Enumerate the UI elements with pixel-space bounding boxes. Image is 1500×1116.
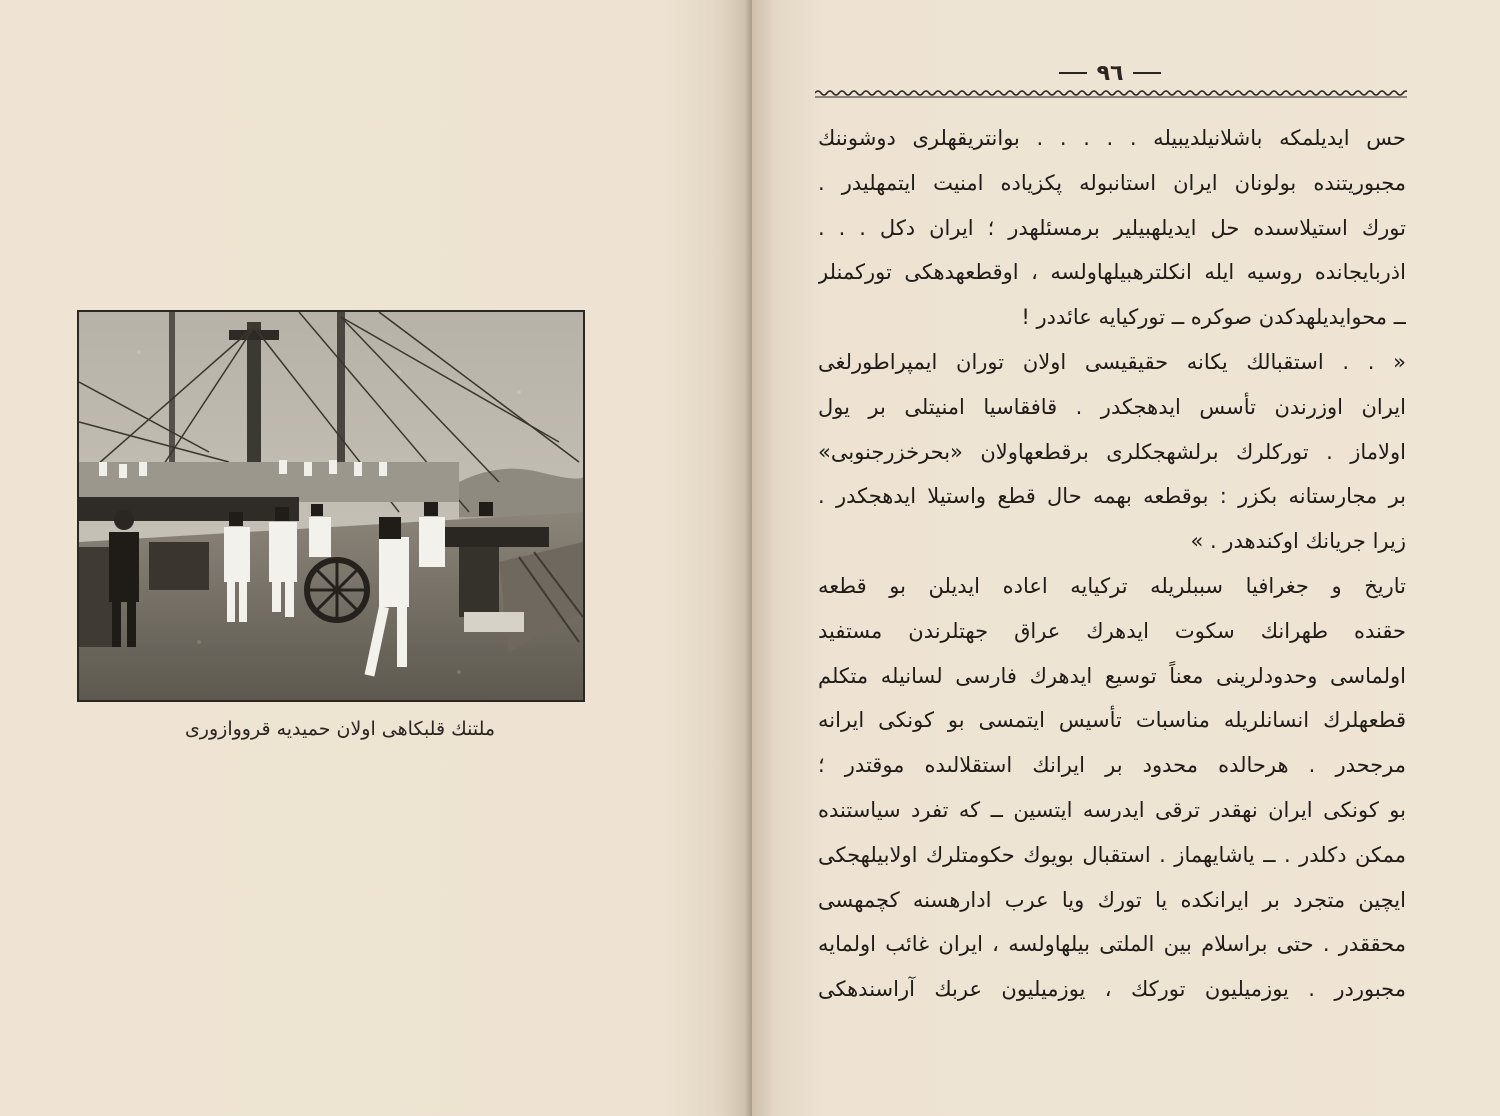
text-line: بر مجارستانه بكزر : بوقطعه بهمه حال قطع واستيلا ايدهجكدر .: [818, 484, 1406, 509]
text-line: تورك استيلاسىده حل ايديلهبيلير برمسئلهدر ؛ ايران دكل . . .: [818, 215, 1406, 240]
text-line: حس ايديلمكه باشلانيلديبيله . . . . . بوانتريقهلرى دوشوننك: [818, 126, 1406, 150]
text-line: بو كونكى ايران نهقدر ترقى ايدرسه ايتسين ــ كه تفرد سياستنده: [818, 797, 1406, 822]
text-line: ايران اوزرندن تأسس ايدهجكدر . قافقاسيا امنيتلى بر يول: [818, 394, 1406, 419]
text-line: زيرا جريانك اوكندهدر . »: [1190, 529, 1406, 554]
ship-deck-photo: [77, 310, 585, 702]
text-line: ايچين متجرد بر ايرانكده يا تورك ويا عرب ادارهسنه كچمهسى: [818, 887, 1406, 912]
text-line: محققدر . حتى براسلام بين الملتى بيلهاولسه ، ايران غائب اولمايه: [818, 932, 1406, 957]
dash-left: [1059, 72, 1087, 74]
text-line: مجبوريتنده بولونان ايران استانبوله پكزياده امنيت ايتمهليدر .: [818, 170, 1406, 195]
wavy-rule: [815, 88, 1407, 98]
text-line: اذربايجانده روسيه ايله انكلترهبيلهاولسه ، اوقطعهدهكى تورکمنلر: [818, 260, 1406, 285]
text-line: حقنده طهرانك سكوت ايدهرك عراق جهتلرندن مستفيد: [818, 618, 1406, 643]
text-line: ــ محوايديلهدكدن صوكره ــ توركيايه عائددر !: [1021, 305, 1406, 330]
page-number-header: [1040, 58, 1180, 88]
text-line: « . . استقبالك يكانه حقيقيسى اولان توران ايمپراطورلغى: [818, 349, 1406, 374]
text-line: مجبوردر . يوزميليون توركك ، يوزميليون عربك آراسندهكى: [818, 977, 1406, 1002]
text-line: قطعهلرك انسانلريله مناسبات تأسيس ايتمسى بو كونكى ايرانه: [818, 708, 1406, 733]
dash-right: [1133, 72, 1161, 74]
text-line: تاريخ و جغرافيا سببلريله تركيايه اعاده ايديلن بو قطعه: [818, 573, 1406, 598]
text-line: اولاماز . توركلرك برلشهجكلرى برقطعهاولان «بحرخزرجنوبى»: [818, 439, 1406, 464]
page-number: ٩٦: [1096, 60, 1124, 86]
text-line: مرجحدر . هرحالده محدود بر ايرانك استقلالىده موقتدر ؛: [818, 753, 1406, 778]
page-body-text: [818, 116, 1406, 1012]
text-line: اولماسى وحدودلرينى معناً توسيع ايدهرك فارسى لسانيله متكلم: [818, 663, 1406, 688]
text-line: ممكن دكلدر . ــ ياشايهماز . استقبال بويوك حكومتلرك اولابيلهجكى: [818, 842, 1406, 867]
ship-deck-photo-icon: [79, 312, 583, 700]
photo-caption: ملتنك قلبكاهى اولان حميديه قرووازورى: [184, 718, 496, 740]
